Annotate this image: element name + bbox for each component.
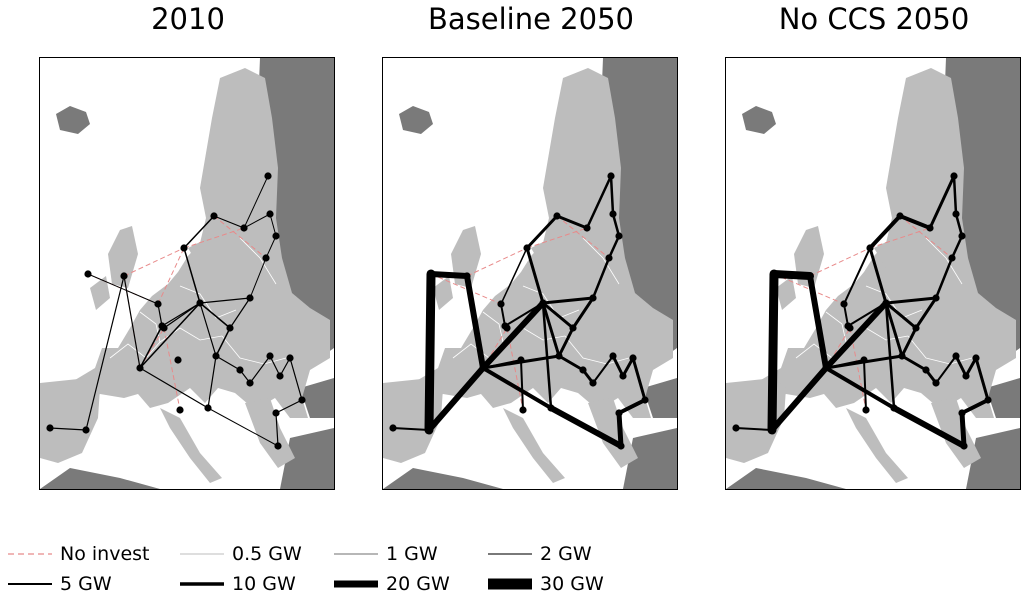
grid-node-w <box>298 396 305 403</box>
transmission-link-2 <box>431 274 467 276</box>
grid-node-i <box>210 212 217 219</box>
grid-node-p <box>226 324 233 331</box>
grid-node-s <box>589 379 596 386</box>
legend-label-no-invest: No invest <box>60 543 150 565</box>
legend-item-30-gw <box>488 569 604 599</box>
legend <box>0 535 1023 605</box>
grid-node-a <box>82 426 89 433</box>
grid-node-v <box>629 354 636 361</box>
grid-node-r <box>922 366 929 373</box>
grid-node-j <box>240 224 247 231</box>
grid-node-d <box>822 364 829 371</box>
grid-node-k <box>950 172 957 179</box>
grid-node-k <box>264 172 271 179</box>
grid-node-w <box>641 396 648 403</box>
grid-node-ad <box>176 406 183 413</box>
grid-node-g <box>882 299 889 306</box>
grid-node-h <box>866 244 873 251</box>
map-no-ccs-2050 <box>725 57 1021 490</box>
legend-label-30-gw: 30 GW <box>540 573 604 595</box>
legend-label-10-gw: 10 GW <box>232 573 296 595</box>
panel-title-baseline-2050: Baseline 2050 <box>428 2 634 36</box>
grid-node-i <box>553 212 560 219</box>
grid-node-u <box>619 372 626 379</box>
transmission-link-1 <box>429 274 431 430</box>
grid-node-p <box>912 324 919 331</box>
grid-node-m <box>958 232 965 239</box>
legend-swatch-2-gw <box>488 544 532 564</box>
legend-label-1-gw: 1 GW <box>386 543 438 565</box>
legend-swatch-0-5-gw <box>180 544 224 564</box>
grid-node-o <box>589 294 596 301</box>
grid-node-e <box>497 300 504 307</box>
transmission-link-8 <box>962 413 964 446</box>
grid-node-s <box>246 379 253 386</box>
grid-node-b <box>84 270 91 277</box>
legend-swatch-no-invest <box>8 544 52 564</box>
grid-node-l <box>609 210 616 217</box>
grid-node-z <box>890 404 897 411</box>
grid-node-y <box>617 442 624 449</box>
legend-label-5-gw: 5 GW <box>60 573 112 595</box>
grid-node-l <box>266 210 273 217</box>
transmission-link-8 <box>619 413 621 446</box>
grid-node-ac <box>503 324 510 331</box>
grid-node-x <box>958 409 965 416</box>
grid-node-o <box>246 294 253 301</box>
grid-node-r <box>236 366 243 373</box>
legend-swatch-1-gw <box>334 544 378 564</box>
panel-title-no-ccs-2050: No CCS 2050 <box>778 2 970 36</box>
grid-node-w <box>984 396 991 403</box>
grid-node-h <box>523 244 530 251</box>
legend-swatch-10-gw <box>180 574 224 594</box>
grid-node-l <box>952 210 959 217</box>
legend-item-no-invest <box>8 539 149 569</box>
grid-node-aa <box>174 356 181 363</box>
grid-node-t <box>266 352 273 359</box>
grid-node-g <box>196 299 203 306</box>
grid-node-k <box>607 172 614 179</box>
grid-node-z <box>204 404 211 411</box>
grid-node-c <box>120 272 127 279</box>
grid-node-a <box>768 426 775 433</box>
legend-item-0-5-gw <box>180 539 302 569</box>
grid-node-j <box>583 224 590 231</box>
grid-node-s <box>932 379 939 386</box>
grid-node-u <box>962 372 969 379</box>
grid-node-v <box>286 354 293 361</box>
grid-node-t <box>952 352 959 359</box>
grid-node-b <box>427 270 434 277</box>
legend-item-2-gw <box>488 539 592 569</box>
legend-item-10-gw <box>180 569 296 599</box>
grid-node-n <box>948 254 955 261</box>
grid-node-aa <box>860 356 867 363</box>
grid-node-y <box>960 442 967 449</box>
grid-node-ac <box>846 324 853 331</box>
grid-node-b <box>770 270 777 277</box>
grid-node-x <box>615 409 622 416</box>
map-2010 <box>39 57 335 490</box>
grid-node-d <box>136 364 143 371</box>
grid-node-j <box>926 224 933 231</box>
grid-node-u <box>276 372 283 379</box>
legend-item-1-gw <box>334 539 438 569</box>
grid-node-i <box>896 212 903 219</box>
grid-node-e <box>154 300 161 307</box>
legend-swatch-5-gw <box>8 574 52 594</box>
grid-node-c <box>463 272 470 279</box>
grid-node-p <box>569 324 576 331</box>
grid-node-o <box>932 294 939 301</box>
legend-swatch-30-gw <box>488 574 532 594</box>
grid-node-r <box>579 366 586 373</box>
transmission-link-2 <box>774 274 810 276</box>
legend-item-20-gw <box>334 569 450 599</box>
grid-node-n <box>605 254 612 261</box>
legend-item-5-gw <box>8 569 112 599</box>
grid-node-c <box>806 272 813 279</box>
grid-node-t <box>609 352 616 359</box>
grid-node-ad <box>519 406 526 413</box>
grid-node-ad <box>862 406 869 413</box>
grid-node-aa <box>517 356 524 363</box>
grid-node-q <box>212 352 219 359</box>
transmission-link-1 <box>772 274 774 430</box>
grid-node-ab <box>732 424 739 431</box>
grid-node-y <box>274 442 281 449</box>
grid-node-q <box>898 352 905 359</box>
grid-node-h <box>180 244 187 251</box>
grid-node-x <box>272 409 279 416</box>
map-baseline-2050 <box>382 57 678 490</box>
grid-node-ab <box>389 424 396 431</box>
grid-node-e <box>840 300 847 307</box>
grid-node-v <box>972 354 979 361</box>
grid-node-d <box>479 364 486 371</box>
grid-node-ab <box>46 424 53 431</box>
grid-node-q <box>555 352 562 359</box>
grid-node-m <box>615 232 622 239</box>
grid-node-m <box>272 232 279 239</box>
legend-swatch-20-gw <box>334 574 378 594</box>
grid-node-a <box>425 426 432 433</box>
grid-node-n <box>262 254 269 261</box>
legend-label-2-gw: 2 GW <box>540 543 592 565</box>
panel-title-2010: 2010 <box>151 2 225 36</box>
grid-node-ac <box>160 324 167 331</box>
grid-node-z <box>547 404 554 411</box>
legend-label-20-gw: 20 GW <box>386 573 450 595</box>
grid-node-g <box>539 299 546 306</box>
legend-label-0-5-gw: 0.5 GW <box>232 543 302 565</box>
